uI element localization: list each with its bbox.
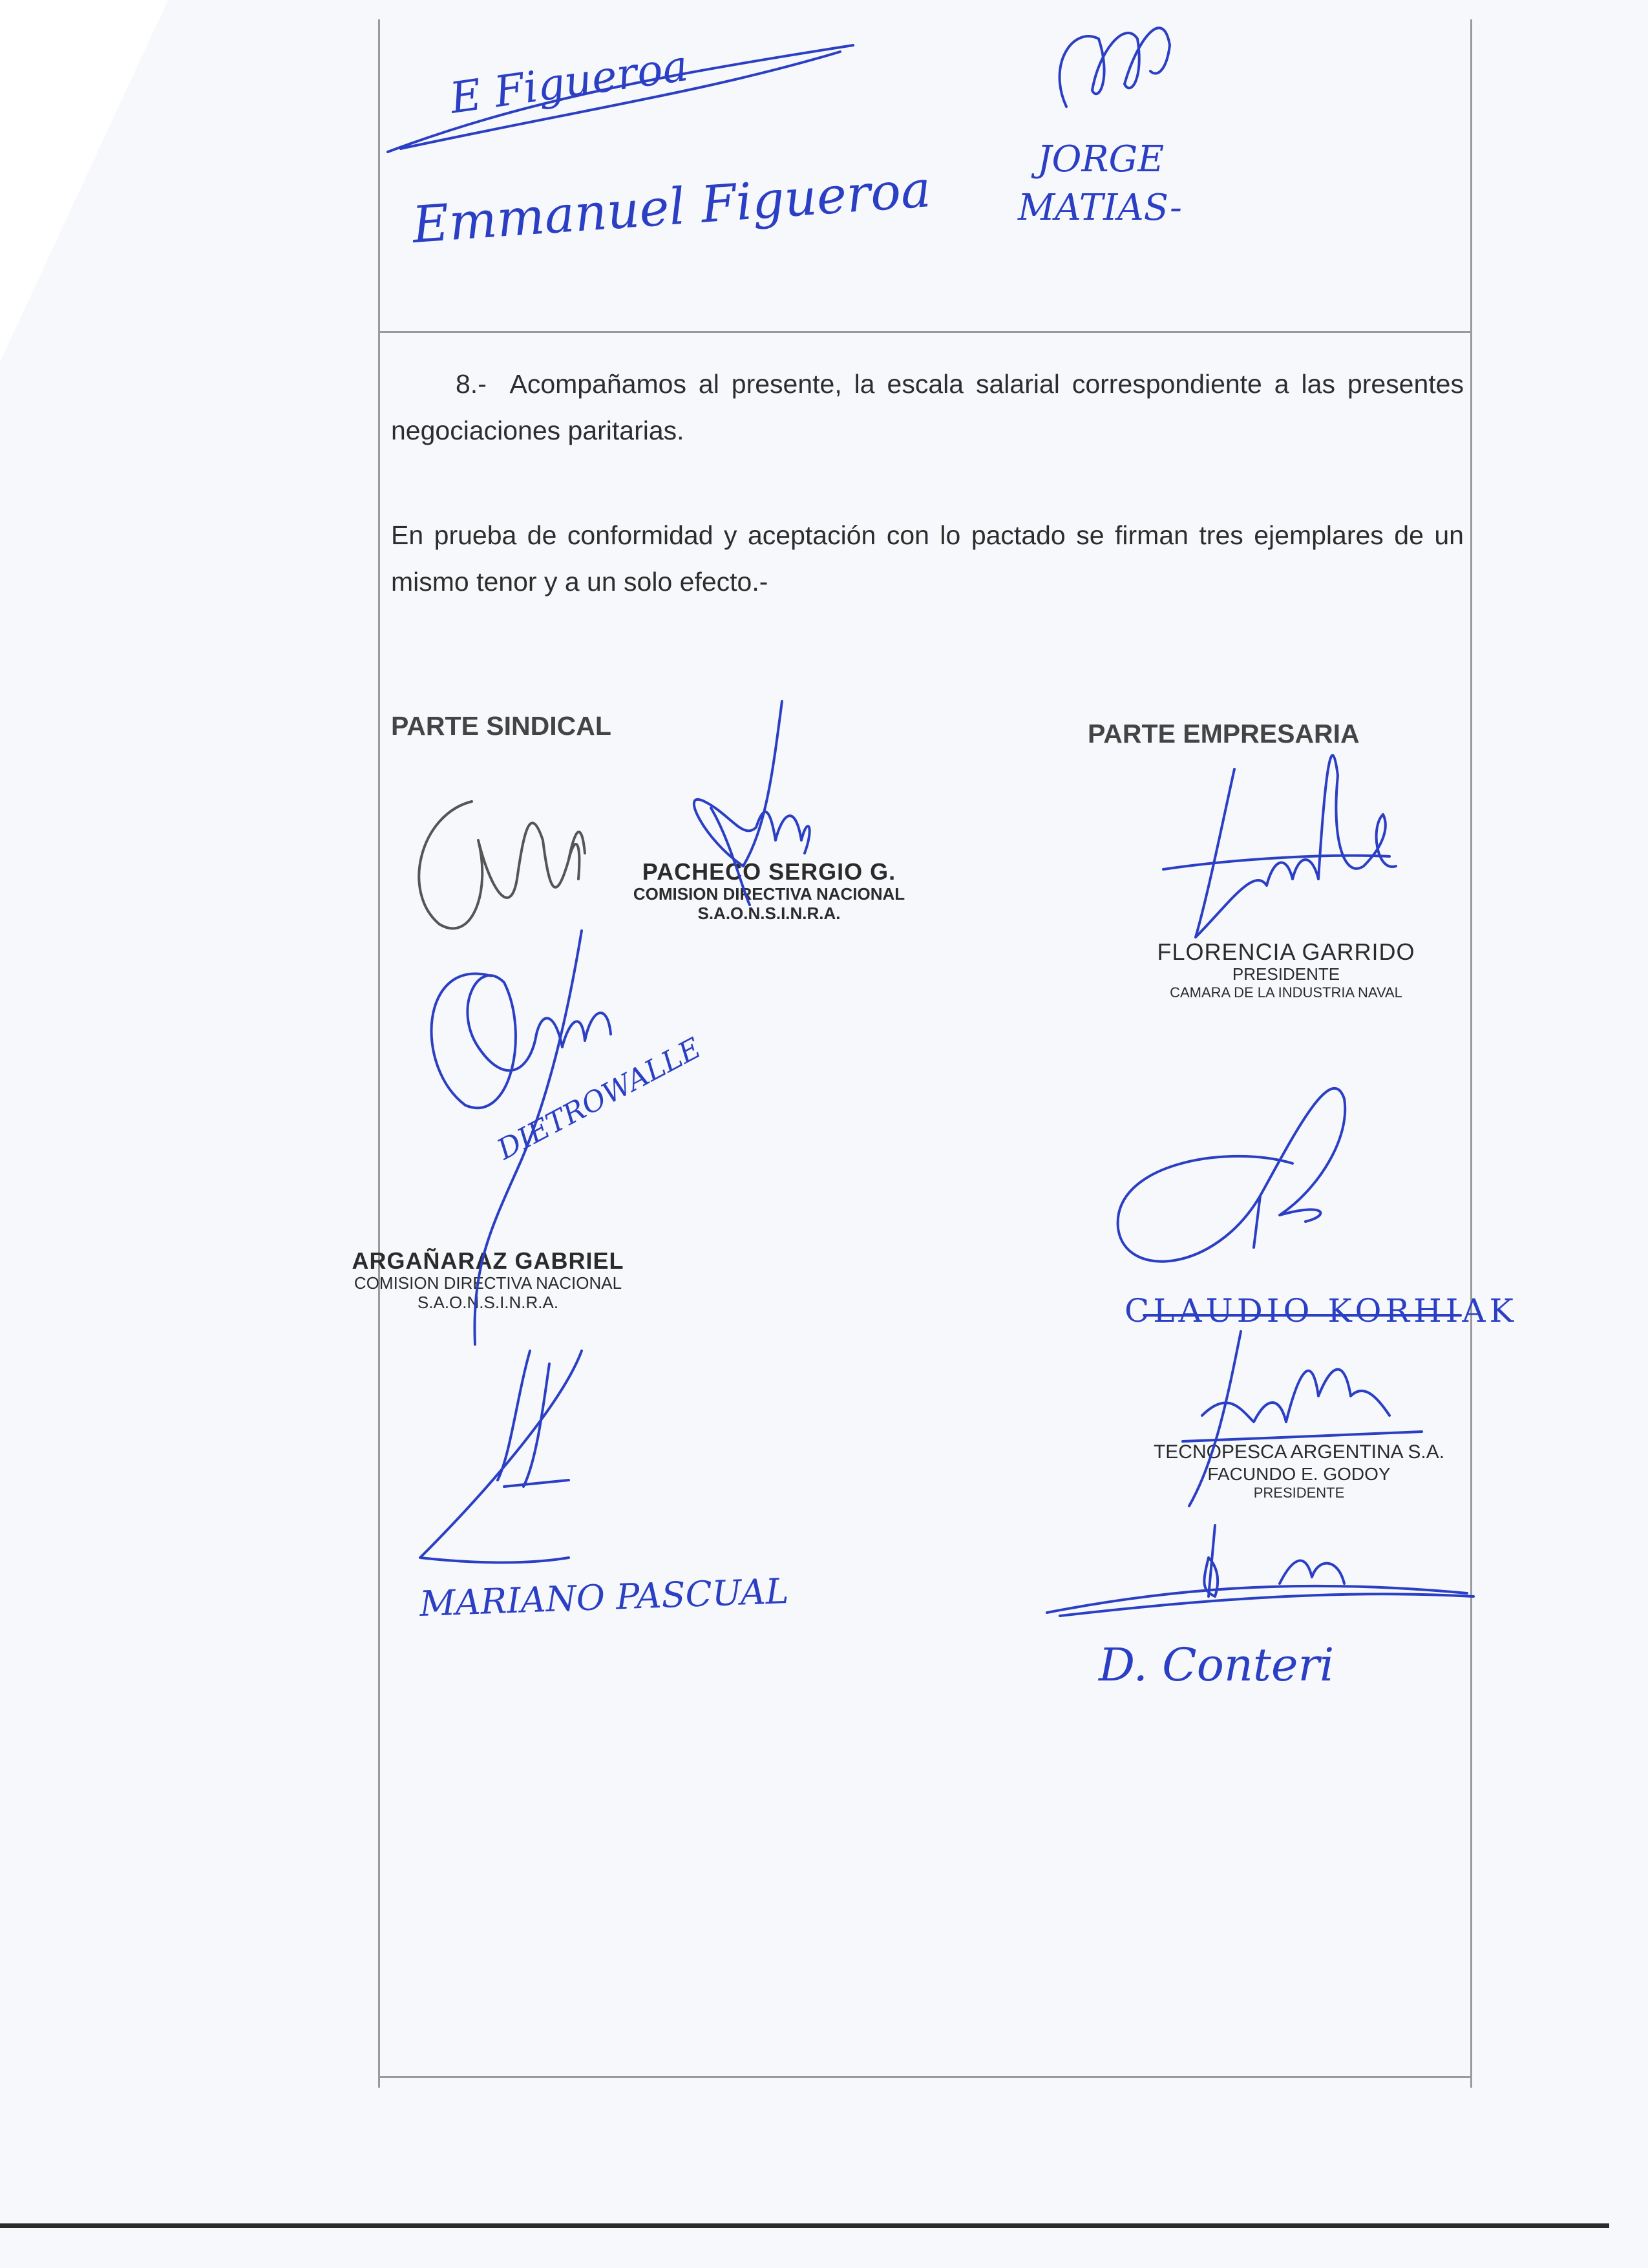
signatory-role: COMISION DIRECTIVA NACIONAL	[633, 884, 905, 904]
signatory-role: PRESIDENTE	[1232, 964, 1340, 984]
parte-sindical-heading: PARTE SINDICAL	[391, 711, 611, 741]
signatory-org: CAMARA DE LA INDUSTRIA NAVAL	[1170, 984, 1402, 1001]
signature-pencil	[419, 801, 585, 928]
signature-stroke	[1280, 1561, 1344, 1584]
item-8-text: Acompañamos al presente, la escala salarial correspondiente a las presentes negociaciones paritarias.	[391, 369, 1464, 445]
handwritten-name-matias: MATIAS-	[1018, 187, 1182, 229]
signature-garrido	[1196, 756, 1396, 937]
signatory-org: S.A.O.N.S.I.N.R.A.	[417, 1293, 559, 1313]
signatory-name: FACUNDO E. GODOY	[1207, 1463, 1391, 1484]
handwritten-name-dietrowalle: DIETROWALLE	[492, 1031, 707, 1167]
signature-stroke	[1204, 1525, 1218, 1596]
signature-pacheco	[694, 701, 810, 866]
signature-stroke	[1060, 1594, 1474, 1616]
parte-empresaria-heading: PARTE EMPRESARIA	[1088, 719, 1360, 748]
handwritten-name-jorge: JORGE	[1037, 138, 1165, 180]
handwritten-name-mariano: MARIANO PASCUAL	[419, 1571, 790, 1624]
signature-scribble	[1060, 28, 1170, 107]
signature-korhiak	[1118, 1088, 1346, 1262]
signatory-role: PRESIDENTE	[1253, 1484, 1345, 1501]
signature-stroke	[1189, 1331, 1241, 1506]
handwritten-name-conteri: D. Conteri	[1099, 1638, 1335, 1691]
signatory-company: TECNOPESCA ARGENTINA S.A.	[1153, 1441, 1445, 1463]
signatory-name: PACHECO SERGIO G.	[642, 858, 896, 885]
handwritten-name-korhiak: CLAUDIO KORHIAK	[1125, 1292, 1517, 1330]
handwritten-name-figueroa: Emmanuel Figueroa	[410, 160, 933, 255]
signatory-org: S.A.O.N.S.I.N.R.A.	[697, 904, 841, 924]
signatory-role: COMISION DIRECTIVA NACIONAL	[354, 1273, 622, 1293]
signature-stroke	[504, 1480, 569, 1487]
signature-stroke	[498, 1351, 530, 1480]
signatory-name: FLORENCIA GARRIDO	[1157, 938, 1415, 965]
handwritten-signature-figueroa: E Figueroa	[447, 41, 692, 123]
signatory-name: ARGAÑARAZ GABRIEL	[352, 1247, 624, 1274]
item-8-number: 8.-	[456, 369, 487, 399]
closing-text: En prueba de conformidad y aceptación con lo pactado se firman tres ejemplares de un mismo tenor y a un solo efecto.-	[391, 520, 1464, 597]
signature-stroke	[420, 1351, 582, 1563]
